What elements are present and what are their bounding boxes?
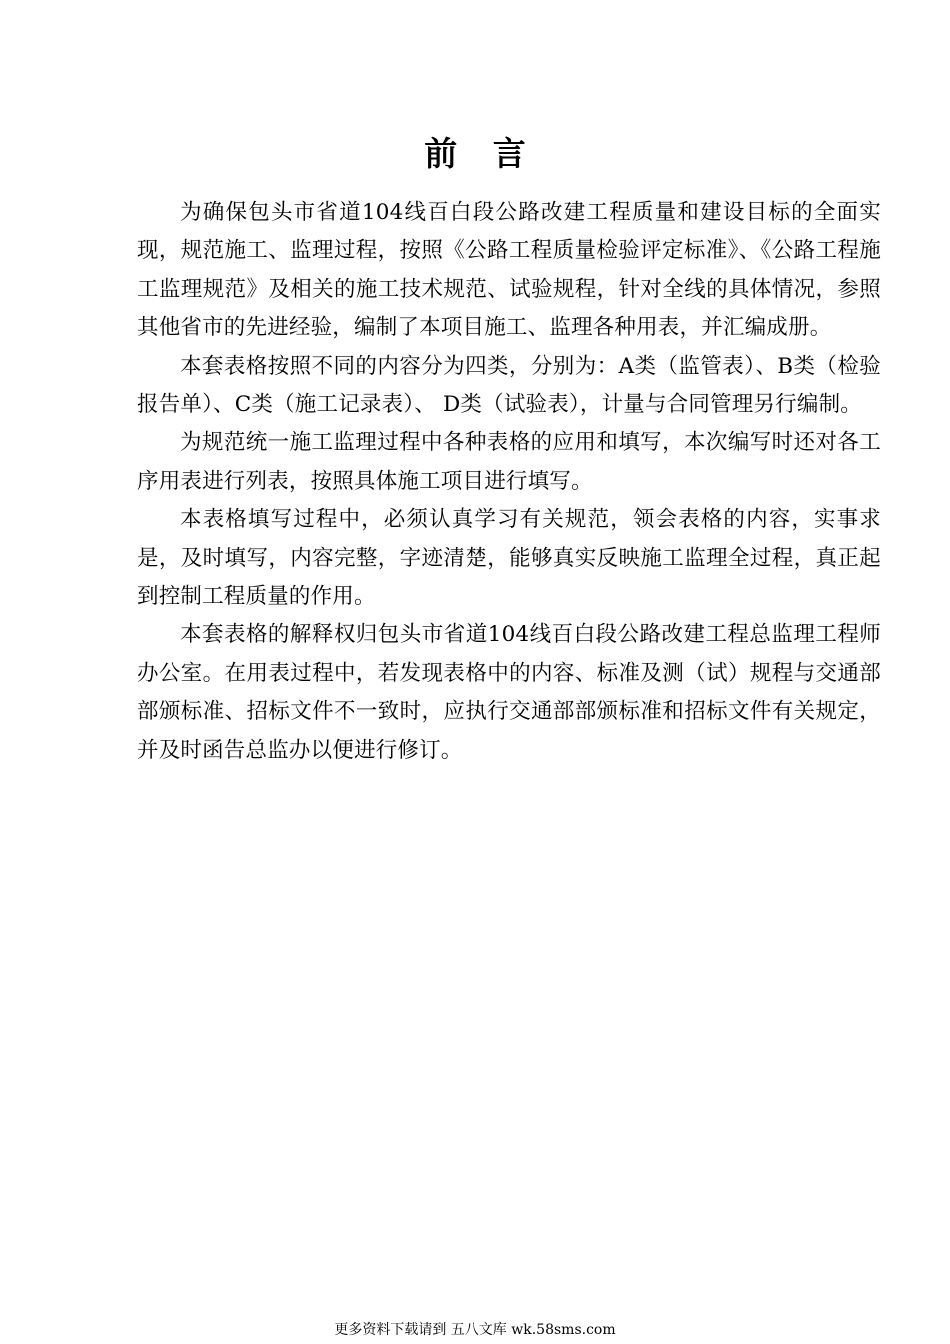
footer-link[interactable]: 更多资料下载请到 五八文库 wk.58sms.com: [334, 1322, 616, 1338]
paragraph-4: 本表格填写过程中，必须认真学习有关规范，领会表格的内容，实事求是，及时填写，内容完整，字迹清楚，能够真实反映施工监理全过程，真正起到控制工程质量的作用。: [137, 507, 881, 610]
paragraph-5: 本套表格的解释权归包头市省道104线百白段公路改建工程总监理工程师办公室。在用表过程中，若发现表格中的内容、标准及测（试）规程与交通部部颁标准、招标文件不一致时，应执行交通部部颁标准和招标文件有关规定，并及时函告总监办以便进行修订。: [137, 622, 881, 763]
page-title: 前 言: [424, 134, 538, 173]
paragraph-1: 为确保包头市省道104线百白段公路改建工程质量和建设目标的全面实现，规范施工、监理过程，按照《公路工程质量检验评定标准》、《公路工程施工监理规范》及相关的施工技术规范、试验规程，针对全线的具体情况，参照其他省市的先进经验，编制了本项目施工、监理各种用表，并汇编成册。: [137, 200, 881, 341]
document-body: [137, 194, 881, 770]
paragraph-2: 本套表格按照不同的内容分为四类，分别为：A类（监管表）、B类（检验报告单）、C类（施工记录表）、 D类（试验表），计量与合同管理另行编制。: [137, 353, 881, 418]
paragraph-3: 为规范统一施工监理过程中各种表格的应用和填写，本次编写时还对各工序用表进行列表，按照具体施工项目进行填写。: [137, 430, 881, 494]
